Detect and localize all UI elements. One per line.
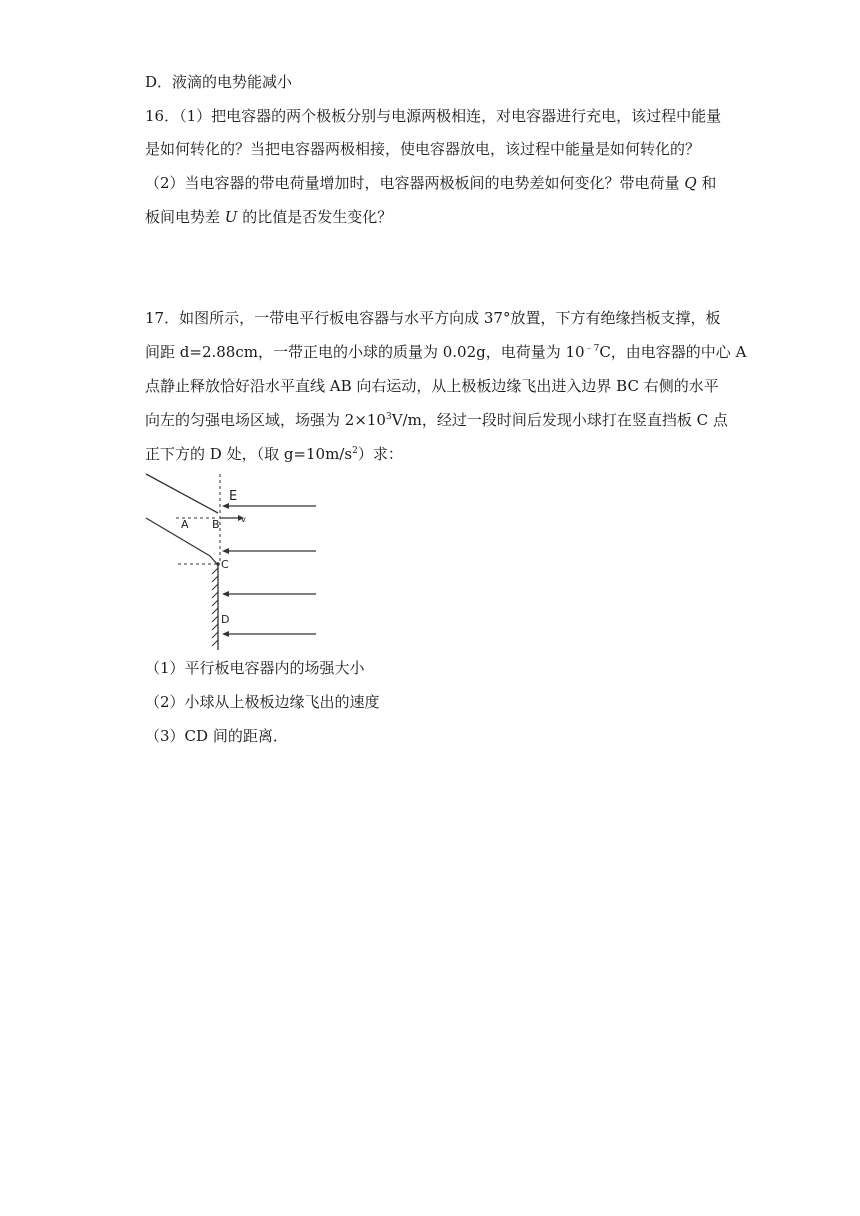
q17-line-2 xyxy=(145,342,746,362)
var-Q: Q xyxy=(684,174,697,192)
field-arrowhead-4 xyxy=(222,631,229,637)
field-arrowhead-3 xyxy=(222,591,229,597)
q17-line-4-text: 向左的匀强电场区域，场强为 2×10 xyxy=(145,411,386,429)
q17-line-3: 点静止释放恰好沿水平直线 AB 向右运动，从上极板边缘飞出进入边界 BC 右侧的水平 xyxy=(145,377,719,395)
label-E: E xyxy=(229,489,238,504)
label-A: A xyxy=(181,518,189,531)
q16-line-3-tail: 和 xyxy=(696,174,717,192)
q16-line-4-tail: 的比值是否发生变化？ xyxy=(237,208,393,226)
field-arrowhead-1 xyxy=(222,503,229,509)
q16-line-2: 是如何转化的？当把电容器两极相接，使电容器放电，该过程中能量是如何转化的？ xyxy=(145,140,701,158)
field-arrowhead-2 xyxy=(222,548,229,554)
q16-line-4-text: 板间电势差 xyxy=(145,208,225,226)
lower-plate xyxy=(146,518,210,556)
ball xyxy=(216,562,220,566)
q17-line-5-text: 正下方的 D 处，（取 g=10m/s xyxy=(145,445,353,463)
q16-line-4 xyxy=(145,207,392,227)
q17-line-2-exp: ﹣7 xyxy=(584,344,600,354)
q17-line-5-exp: 2 xyxy=(352,446,358,456)
option-d: D．液滴的电势能减小 xyxy=(145,73,293,91)
var-U: U xyxy=(224,208,238,226)
barrier-hatching xyxy=(212,568,218,646)
q17-sub-2: （2）小球从上极板边缘飞出的速度 xyxy=(145,693,380,711)
q16-line-3-text: （2）当电容器的带电荷量增加时，电容器两极板间的电势差如何变化？带电荷量 xyxy=(145,174,685,192)
q17-line-2-text: 间距 d=2.88cm，一带正电的小球的质量为 0.02g，电荷量为 10 xyxy=(145,343,585,361)
q16-line-3 xyxy=(145,173,716,193)
lower-plate-bend xyxy=(210,556,217,564)
q17-line-4 xyxy=(145,410,728,430)
q17-line-4-exp: 3 xyxy=(385,412,392,422)
q16-line-1: 16．（1）把电容器的两个极板分别与电源两极相连，对电容器进行充电，该过程中能量 xyxy=(145,107,722,125)
q17-sub-3: （3）CD 间的距离． xyxy=(145,727,288,745)
label-D: D xyxy=(221,613,230,626)
label-B: B xyxy=(212,518,220,531)
upper-plate xyxy=(146,474,218,513)
q17-line-1: 17．如图所示，一带电平行板电容器与水平方向成 37°放置，下方有绝缘挡板支撑，板 xyxy=(145,309,721,327)
q17-line-5 xyxy=(145,444,403,464)
label-C: C xyxy=(221,558,229,571)
label-v: v xyxy=(241,515,246,524)
q17-sub-1: （1）平行板电容器内的场强大小 xyxy=(145,659,365,677)
q17-line-5-tail: ）求： xyxy=(357,445,403,463)
q17-line-2-tail: C，由电容器的中心 A xyxy=(599,343,747,361)
q17-line-4-tail: V/m，经过一段时间后发现小球打在竖直挡板 C 点 xyxy=(391,411,728,429)
capacitor-field-diagram xyxy=(140,468,325,653)
